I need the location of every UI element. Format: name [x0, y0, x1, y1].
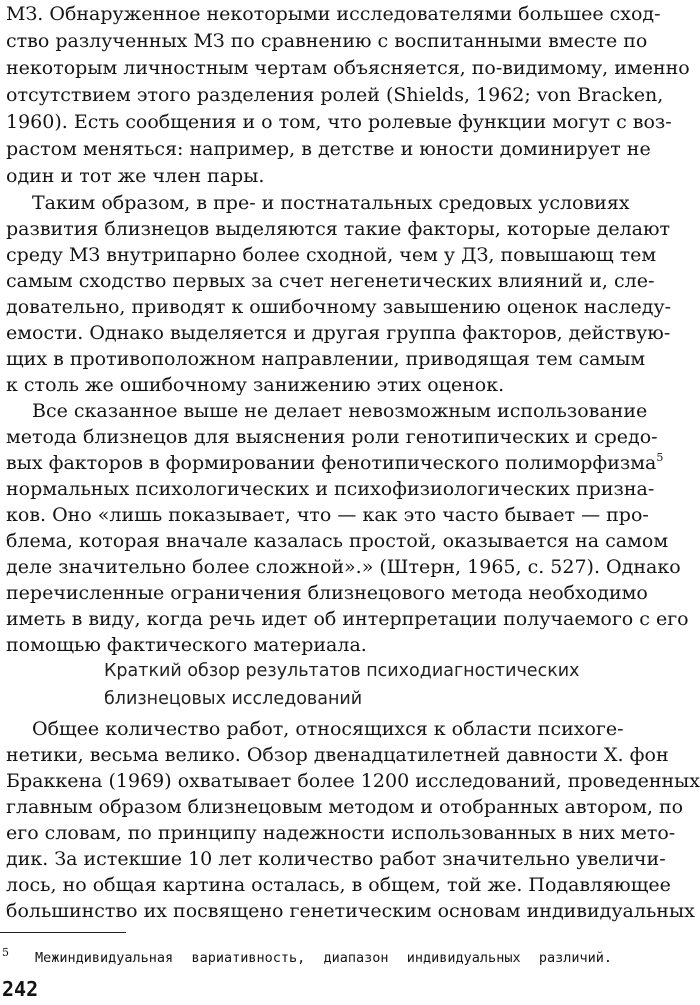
text-line: Браккена (1969) охватывает более 1200 исследований, проведенных: [6, 770, 700, 792]
text-line: иметь в виду, когда речь идет об интерпретации получаемого с его: [6, 608, 689, 630]
text-line: блема, которая вначале казалась простой, оказывается на самом: [6, 530, 669, 552]
text-line: деле значительно более сложной».» (Штерн, 1965, с. 527). Однако: [6, 556, 681, 578]
text-line: некоторым личностным чертам объясняется, по-видимому, именно: [6, 57, 690, 79]
text-line: к столь же ошибочному занижению этих оценок.: [6, 374, 505, 396]
text-line: нетики, весьма велико. Обзор двенадцатилетней давности Х. фон: [6, 744, 669, 766]
paragraph-first-line: Общее количество работ, относящихся к области психоге-: [32, 718, 624, 740]
footnote-mark: 5: [2, 946, 9, 959]
text-line: отсутствием этого разделения ролей (Shields, 1962; von Bracken,: [6, 84, 664, 106]
paragraph-first-line: Все сказанное выше не делает невозможным использование: [32, 400, 648, 422]
text-line: один и тот же член пары.: [6, 165, 265, 187]
text-line: развития близнецов выделяются такие факторы, которые делают: [6, 218, 671, 240]
text-line: довательно, приводят к ошибочному завышению оценок наследу-: [6, 296, 672, 318]
text-line: емости. Однако выделяется и другая группа факторов, действую-: [6, 322, 671, 344]
text-segment: вых факторов в формировании фенотипического полиморфизма: [6, 452, 657, 474]
text-line: МЗ. Обнаруженное некоторыми исследователями большее сход-: [6, 3, 661, 25]
text-line: среду МЗ внутрипарно более сходной, чем у ДЗ, повышающ тем: [6, 244, 657, 266]
text-line: нормальных психологических и психофизиологических призна-: [6, 478, 655, 500]
footnote-divider: [0, 932, 126, 933]
text-line: главным образом близнецовым методом и отобранных автором, по: [6, 796, 684, 818]
footnote-reference: 5: [656, 451, 664, 464]
text-line: перечисленные ограничения близнецового метода необходимо: [6, 582, 648, 604]
text-line: ство разлученных МЗ по сравнению с воспитанными вместе по: [6, 30, 648, 52]
text-line: 1960). Есть сообщения и о том, что ролевые функции могут с воз-: [6, 111, 672, 133]
text-line: помощью фактического материала.: [6, 634, 367, 656]
text-line: щих в противоположном направлении, приводящая тем самым: [6, 348, 646, 370]
text-line: метода близнецов для выяснения роли генотипических и средо-: [6, 426, 658, 448]
text-line: самым сходство первых за счет негенетических влияний и, сле-: [6, 270, 655, 292]
text-line: лось, но общая картина осталась, в общем, той же. Подавляющее: [6, 874, 671, 896]
text-line: ков. Оно «лишь показывает, что — как это часто бывает — про-: [6, 504, 649, 526]
text-line: растом меняться: например, в детстве и юности доминирует не: [6, 138, 651, 160]
text-line: дик. За истекшие 10 лет количество работ значительно увеличи-: [6, 848, 666, 870]
footnote-text: Межиндивидуальная вариативность, диапазон индивидуальных различий.: [35, 950, 612, 966]
text-line: большинство их посвящено генетическим основам индивидуальных: [6, 900, 695, 922]
text-line: его словам, по принципу надежности использованных в них мето-: [6, 822, 676, 844]
paragraph-first-line: Таким образом, в пре- и постнатальных средовых условиях: [32, 192, 630, 214]
text-line-with-footnote-ref: [6, 450, 664, 476]
section-heading-line: Краткий обзор результатов психодиагностических: [104, 661, 580, 681]
section-heading-line: близнецовых исследований: [104, 689, 363, 709]
page-number: 242: [2, 977, 39, 1001]
